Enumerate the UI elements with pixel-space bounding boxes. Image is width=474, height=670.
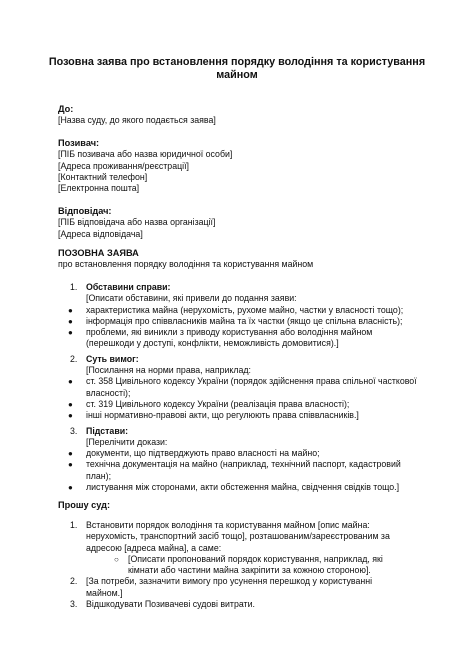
section-title: Підстави:: [86, 425, 129, 436]
claim-sections: [58, 282, 418, 493]
section-title: Обставини справи:: [86, 282, 171, 292]
request-text: Встановити порядок володіння та користування майном [опис майна: нерухомість, транспортний засіб тощо], розташованим/зареєстрованим за адресою [адреса майна], а саме:: [86, 520, 390, 553]
request-subitem: [58, 554, 403, 577]
request-text: [За потреби, зазначити вимогу про усунення перешкод у користуванні майном.]: [86, 576, 373, 598]
bullet-icon: ●: [68, 377, 73, 387]
court-name: [Назва суду, до якого подається заява]: [58, 115, 216, 126]
list-item: ● інші нормативно-правові акти, що регулюють права співвласників.]: [68, 410, 359, 421]
request-number: 1.: [70, 520, 78, 530]
list-item: ● характеристика майна (нерухомість, рухоме майно, частки у власності тощо);: [68, 304, 404, 315]
plaintiff-phone: [Контактний телефон]: [58, 171, 148, 182]
section-intro: [Посилання на норми права, наприклад:: [86, 365, 251, 376]
list-item: ● проблеми, які виникли з приводу користування або володіння майном (перешкоди у доступі, конфлікти, неможливість домовитися).]: [68, 327, 373, 349]
section-intro: [Перелічити докази:: [86, 436, 168, 447]
claim-subheading: про встановлення порядку володіння та користування майном: [58, 259, 314, 270]
request-item: [58, 576, 403, 599]
section-number: 2.: [70, 353, 78, 364]
plaintiff-section: [58, 138, 232, 194]
defendant-name: [ПІБ відповідача або назва організації]: [58, 217, 216, 228]
plaintiff-name: [ПІБ позивача або назва юридичної особи]: [58, 149, 233, 160]
plaintiff-label: Позивач:: [58, 138, 100, 148]
request-item: [58, 599, 403, 610]
list-item: ● інформація про співвласників майна та їх частки (якщо це спільна власність);: [68, 315, 403, 326]
request-list: [58, 520, 403, 610]
circle-bullet-icon: ○: [114, 554, 119, 564]
bullet-icon: ●: [68, 328, 73, 338]
defendant-section: [58, 206, 215, 240]
bullet-icon: ●: [68, 449, 73, 459]
to-section: [58, 104, 216, 127]
bullet-icon: ●: [68, 483, 73, 493]
bullet-icon: ●: [68, 316, 73, 326]
section-title: Суть вимог:: [86, 353, 139, 364]
request-text: Відшкодувати Позивачеві судові витрати.: [86, 599, 255, 610]
request-label: Прошу суд:: [58, 500, 111, 510]
to-label: До:: [58, 104, 74, 114]
document-title: Позовна заява про встановлення порядку володіння та користування майном: [48, 56, 426, 81]
request-number: 2.: [70, 576, 78, 587]
request-label-block: [58, 500, 110, 511]
section-heading: [58, 354, 418, 365]
bullet-icon: ●: [68, 305, 73, 315]
section-heading: [58, 282, 418, 293]
request-item: [58, 520, 403, 554]
bullet-icon: ●: [68, 411, 73, 421]
defendant-address: [Адреса відповідача]: [58, 228, 143, 239]
request-number: 3.: [70, 599, 78, 610]
plaintiff-email: [Електронна пошта]: [58, 183, 140, 194]
list-item: ● ст. 358 Цивільного кодексу України (порядок здійснення права спільної часткової власності);: [68, 376, 417, 398]
request-subitem-text: [Описати пропонований порядок користування, наприклад, які кімнати або частини майна закріпити за кожною стороною].: [128, 553, 383, 576]
list-item: ● технічна документація на майно (наприклад, технічний паспорт, кадастровий план);: [68, 459, 401, 481]
bullet-icon: ●: [68, 399, 73, 409]
plaintiff-address: [Адреса проживання/реєстрації]: [58, 160, 189, 171]
list-item: ● листування між сторонами, акти обстеження майна, свідчення свідків тощо.]: [68, 482, 400, 493]
list-item: ● ст. 319 Цивільного кодексу України (реалізація права власності);: [68, 398, 350, 409]
claim-header: [58, 248, 313, 271]
section-number: 3.: [70, 425, 78, 436]
claim-heading: ПОЗОВНА ЗАЯВА: [58, 248, 139, 258]
list-item: ● документи, що підтверджують право власності на майно;: [68, 448, 320, 459]
section-number: 1.: [70, 282, 78, 292]
bullet-icon: ●: [68, 460, 73, 470]
defendant-label: Відповідач:: [58, 206, 112, 216]
section-intro: [Описати обставини, які привели до подання заяви:: [86, 293, 297, 304]
section-heading: [58, 426, 418, 437]
